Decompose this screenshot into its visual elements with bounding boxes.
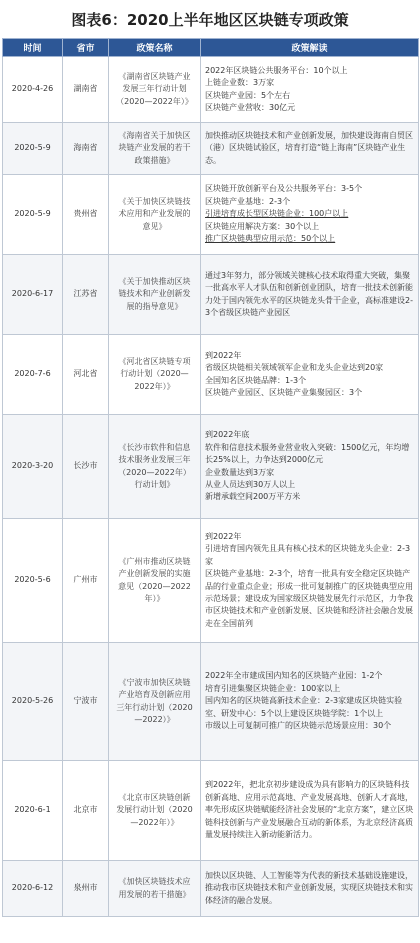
row-time: 2020-6-12	[3, 861, 63, 917]
detail-line: 省级区块链相关领域领军企业和龙头企业达到20家	[205, 363, 384, 373]
row-policy-detail	[201, 57, 419, 123]
table-body	[3, 57, 419, 917]
row-province: 北京市	[63, 761, 109, 861]
table-row	[3, 57, 419, 123]
detail-line: 通过3年努力，部分领域关键核心技术取得重大突破，集聚一批高水平人才队伍和创新创业团队，培育一批技术创新能力处于国内领先水平的区块链龙头骨干企业，高标准建设2-3个省级区块链产业园区	[205, 270, 413, 317]
row-policy-detail	[201, 255, 419, 335]
detail-line: 市级以上可复制可推广的区块链示范场景应用：30个	[205, 721, 392, 731]
table-row	[3, 255, 419, 335]
table-row	[3, 761, 419, 861]
table-row	[3, 175, 419, 255]
row-province: 泉州市	[63, 861, 109, 917]
row-time: 2020-7-6	[3, 335, 63, 415]
detail-line: 区块链产业园：5个左右	[205, 90, 291, 100]
row-time: 2020-5-6	[3, 519, 63, 643]
detail-line: 全国知名区块链品牌：1-3个	[205, 375, 307, 385]
row-time: 2020-3-20	[3, 415, 63, 519]
row-time: 2020-6-1	[3, 761, 63, 861]
detail-line: 国内知名的区块链高新技术企业：2-3家建成区块链实验室、研发中心：5个以上建设区块链学院：1个以上	[205, 696, 403, 718]
row-policy-name: 《河北省区块链专项行动计划（2020—2022年）》	[109, 335, 201, 415]
row-policy-name: 《加快区块链技术应用发展的若干措施》	[109, 861, 201, 917]
detail-line: 加快以区块链、人工智能等为代表的新技术基础设施建设，推动我市区块链技术和产业创新发展，实现区块链技术和实体经济的融合发展。	[205, 870, 413, 905]
row-policy-detail	[201, 123, 419, 175]
detail-line: 推广区块链典型应用示范：50个以上	[205, 234, 336, 244]
policy-table	[2, 38, 419, 917]
header-time: 时间	[3, 39, 63, 57]
row-province: 宁波市	[63, 643, 109, 761]
detail-line: 2022年区块链公共服务平台：10个以上	[205, 65, 348, 75]
table-row	[3, 519, 419, 643]
detail-line: 新增承载空间200万平方米	[205, 492, 301, 502]
row-policy-detail	[201, 415, 419, 519]
header-policy-name: 政策名称	[109, 39, 201, 57]
detail-line: 区块链应用解决方案：30个以上	[205, 221, 320, 231]
row-policy-detail	[201, 335, 419, 415]
row-time: 2020-5-9	[3, 123, 63, 175]
row-policy-detail	[201, 643, 419, 761]
row-time: 2020-4-26	[3, 57, 63, 123]
row-policy-detail	[201, 519, 419, 643]
row-province: 海南省	[63, 123, 109, 175]
detail-line: 加快推动区块链技术和产业创新发展，加快建设海南自贸区（港）区块链试验区，培育打造“链上海南”区块链产业生态。	[205, 130, 413, 165]
row-policy-name: 《长沙市软件和信息技术服务业发展三年（2020—2022年）行动计划》	[109, 415, 201, 519]
row-policy-detail	[201, 761, 419, 861]
row-policy-detail	[201, 175, 419, 255]
detail-line: 引进培育国内领先且具有核心技术的区块链龙头企业：2-3家	[205, 544, 411, 566]
detail-line: 从业人员达到30万人以上	[205, 479, 296, 489]
row-policy-detail	[201, 861, 419, 917]
detail-line: 区块链产业基地：2-3个，培育一批具有安全稳定区块链产品的行业重点企业；形成一批可复制推广的区块链典型应用示范场景；建设成为国家级区块链发展先行示范区，力争我市区块链技术和产业创新发展、区块链和经济社会融合发展走在全国前列	[205, 569, 413, 628]
detail-line: 企业数量达到3万家	[205, 467, 275, 477]
table-row	[3, 415, 419, 519]
table-row	[3, 123, 419, 175]
table-row	[3, 643, 419, 761]
row-policy-name: 《宁波市加快区块链产业培育及创新应用三年行动计划（2020—2022）》	[109, 643, 201, 761]
table-row	[3, 335, 419, 415]
row-policy-name: 《关于加快区块链技术应用和产业发展的意见》	[109, 175, 201, 255]
row-policy-name: 《关于加快推动区块链技术和产业创新发展的指导意见》	[109, 255, 201, 335]
row-time: 2020-6-17	[3, 255, 63, 335]
detail-line: 软件和信息技术服务业营业收入突破：1500亿元，年均增长25%以上，力争达到2000亿元	[205, 442, 410, 465]
detail-line: 区块链产业园区、区块链产业集聚园区：3个	[205, 387, 363, 397]
detail-line: 到2022年	[205, 531, 242, 541]
row-province: 长沙市	[63, 415, 109, 519]
detail-line: 区块链产业营收：30亿元	[205, 102, 296, 112]
detail-line: 区块链产业基地：2-3个	[205, 196, 291, 206]
row-policy-name: 《北京市区块链创新发展行动计划（2020—2022年）》	[109, 761, 201, 861]
row-province: 广州市	[63, 519, 109, 643]
detail-line: 到2022年	[205, 350, 242, 360]
detail-line: 培育引进集聚区块链企业：100家以上	[205, 683, 341, 693]
row-policy-name: 《广州市推动区块链产业创新发展的实施意见（2020—2022年）》	[109, 519, 201, 643]
row-province: 江苏省	[63, 255, 109, 335]
detail-line: 区块链开放创新平台及公共服务平台：3-5个	[205, 184, 363, 194]
row-policy-name: 《海南省关于加快区块链产业发展的若干政策措施》	[109, 123, 201, 175]
row-policy-name: 《湖南省区块链产业发展三年行动计划（2020—2022年）》	[109, 57, 201, 123]
row-time: 2020-5-26	[3, 643, 63, 761]
detail-line: 到2022年底	[205, 430, 250, 440]
row-province: 贵州省	[63, 175, 109, 255]
detail-line: 2022年全市建成国内知名的区块链产业园：1-2个	[205, 671, 383, 681]
header-policy-detail: 政策解读	[201, 39, 419, 57]
table-row	[3, 861, 419, 917]
row-time: 2020-5-9	[3, 175, 63, 255]
detail-line: 引进培育成长型区块链企业：100户以上	[205, 209, 349, 219]
detail-line: 上链企业数：3万家	[205, 78, 275, 88]
detail-line: 到2022年，把北京初步建设成为具有影响力的区块链科技创新高地、应用示范高地、产业发展高地、创新人才高地，率先形成区块链赋能经济社会发展的“北京方案”，建立区块链科技创新与产业发展融合互动的新体系，为北京经济高质量发展持续注入新动能新活力。	[205, 780, 414, 840]
header-province: 省市	[63, 39, 109, 57]
table-header-row	[3, 39, 419, 57]
row-province: 河北省	[63, 335, 109, 415]
row-province: 湖南省	[63, 57, 109, 123]
page-title: 图表6：2020上半年地区区块链专项政策	[71, 10, 349, 29]
